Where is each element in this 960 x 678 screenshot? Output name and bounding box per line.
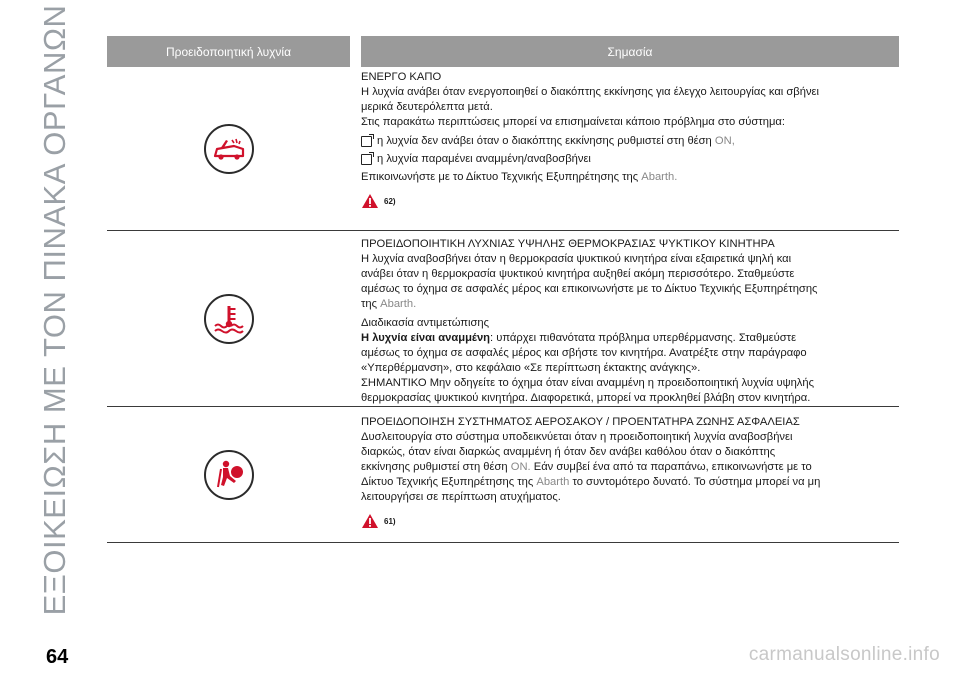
warning-triangle-icon xyxy=(361,193,379,209)
watermark: carmanualsonline.info xyxy=(748,644,940,665)
row-title: ΠΡΟΕΙΔΟΠΟΙΗΣΗ ΣΥΣΤΗΜΑΤΟΣ ΑΕΡΟΣΑΚΟΥ / ΠΡΟΕΝΤΑΤΗΡΑ ΖΩΝΗΣ ΑΣΦΑΛΕΙΑΣ xyxy=(361,416,800,428)
page-number: 64 xyxy=(46,646,69,668)
icon-cell xyxy=(107,67,350,230)
row-text: Δυσλειτουργία στο σύστημα υποδεικνύεται όταν η προειδοποιητική λυχνία αναβοσβήνει xyxy=(361,431,793,443)
row-text: διαρκώς, όταν είναι διαρκώς αναμμένη ή όταν δεν ανάβει καθόλου όταν ο διακόπτης xyxy=(361,446,776,458)
row-text: λειτουργήσει σε περίπτωση ατυχήματος. xyxy=(361,491,561,503)
warning-reference xyxy=(361,513,899,529)
warning-ref-number: 61) xyxy=(384,517,396,526)
row-text: Στις παρακάτω περιπτώσεις μπορεί να επισημαίνεται κάποιο πρόβλημα στο σύστημα: xyxy=(361,116,785,128)
engine-control-warning-icon xyxy=(204,124,254,174)
row-text: Η λυχνία ανάβει όταν ενεργοποιηθεί ο διακόπτης εκκίνησης για έλεγχο λειτουργίας και σβήνει xyxy=(361,86,820,98)
row-text: «Υπερθέρμανση», στο κεφάλαιο «Σε περίπτωση έκτακτης ανάγκης». xyxy=(361,362,701,374)
table-row xyxy=(107,407,899,543)
chapter-side-title: ΕΞΟΙΚΕΙΩΣΗ ΜΕ ΤΟΝ ΠΙΝΑΚΑ ΟΡΓΑΝΩΝ xyxy=(37,4,72,616)
row-title: ΠΡΟΕΙΔΟΠΟΙΗΤΙΚΗ ΛΥΧΝΙΑΣ ΥΨΗΛΗΣ ΘΕΡΜΟΚΡΑΣΙΑΣ ΨΥΚΤΙΚΟΥ ΚΙΝΗΤΗΡΑ xyxy=(361,238,775,250)
row-text: θερμοκρασίας ψυκτικού κινητήρα. Διαφορετικά, μπορεί να προκληθεί βλάβη στον κινητήρα. xyxy=(361,392,811,404)
header-warning-light: Προειδοποιητική λυχνία xyxy=(107,36,350,67)
row-text: Επικοινωνήστε με το Δίκτυο Τεχνικής Εξυπηρέτησης της xyxy=(361,171,639,183)
bullet-icon xyxy=(361,136,372,147)
bullet-text-grey: ON, xyxy=(714,135,735,147)
table-row xyxy=(107,231,899,407)
table-header xyxy=(107,36,899,67)
row-text-bold: Η λυχνία είναι αναμμένη xyxy=(361,332,491,344)
row-text: το συντομότερο δυνατό. Το σύστημα μπορεί να μη xyxy=(572,476,821,488)
row-text: Εάν συμβεί ένα από τα παραπάνω, επικοινωνήστε με το xyxy=(533,461,812,473)
row-text: εκκίνησης ρυθμιστεί στη θέση xyxy=(361,461,508,473)
row-text: Δίκτυο Τεχνικής Εξυπηρέτησης της xyxy=(361,476,534,488)
row-title: ΕΝΕΡΓΟ ΚΑΠΟ xyxy=(361,71,442,83)
icon-cell xyxy=(107,231,350,406)
warning-ref-number: 62) xyxy=(384,197,396,206)
row-text: Η λυχνία αναβοσβήνει όταν η θερμοκρασία ψυκτικού κινητήρα είναι εξαιρετικά ψηλή και xyxy=(361,253,792,265)
list-item xyxy=(361,134,899,149)
airbag-warning-icon xyxy=(204,450,254,500)
list-item xyxy=(361,152,899,167)
row-text: αμέσως το όχημα σε ασφαλές μέρος και επικοινωνήστε με το Δίκτυο Τεχνικής Εξυπηρέτησης xyxy=(361,283,818,295)
warning-triangle-icon xyxy=(361,513,379,529)
warning-reference xyxy=(361,193,899,209)
warning-lights-table xyxy=(107,36,899,543)
row-text: ΣΗΜΑΝΤΙΚΟ Μην οδηγείτε το όχημα όταν είναι αναμμένη η προειδοποιητική λυχνία υψηλής xyxy=(361,377,815,389)
bullet-text: η λυχνία δεν ανάβει όταν ο διακόπτης εκκίνησης ρυθμιστεί στη θέση xyxy=(377,135,712,147)
row-text: της xyxy=(361,298,378,310)
brand-text: ON. xyxy=(510,461,531,473)
brand-text: Abarth xyxy=(536,476,570,488)
row-subheading: Διαδικασία αντιμετώπισης xyxy=(361,317,489,329)
row-text: : υπάρχει πιθανότατα πρόβλημα υπερθέρμανσης. Σταθμεύστε xyxy=(490,332,797,344)
row-text: μερικά δευτερόλεπτα μετά. xyxy=(361,101,493,113)
row-text: αμέσως το όχημα σε ασφαλές μέρος και σβήστε τον κινητήρα. Ανατρέξτε στην παράγραφο xyxy=(361,347,807,359)
bullet-text: η λυχνία παραμένει αναμμένη/αναβοσβήνει xyxy=(377,153,591,165)
icon-cell xyxy=(107,407,350,542)
row-text: ανάβει όταν η θερμοκρασία ψυκτικού κινητήρα αυξηθεί ακόμη περισσότερο. Σταθμεύστε xyxy=(361,268,795,280)
brand-text: Abarth. xyxy=(380,298,417,310)
bullet-icon xyxy=(361,154,372,165)
coolant-temperature-icon xyxy=(204,294,254,344)
table-row xyxy=(107,67,899,231)
brand-text: Abarth. xyxy=(641,171,678,183)
header-meaning: Σημασία xyxy=(361,36,899,67)
